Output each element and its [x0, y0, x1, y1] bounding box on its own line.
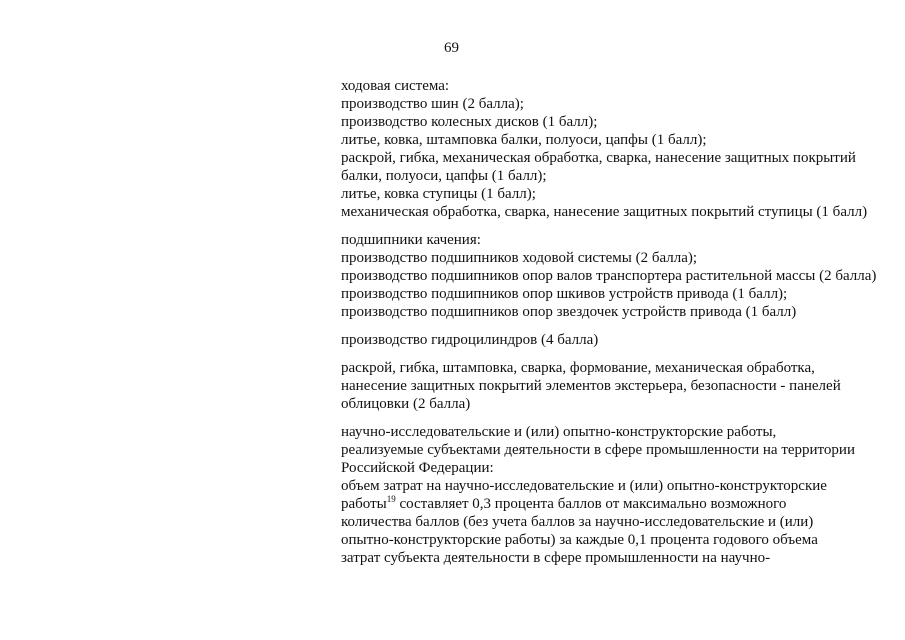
text-line: производство шин (2 балла);	[341, 96, 524, 112]
text-line: нанесение защитных покрытий элементов экстерьера, безопасности - панелей	[341, 378, 841, 394]
text-line: научно-исследовательские и (или) опытно-конструкторские работы,	[341, 424, 777, 440]
text-line: механическая обработка, сварка, нанесение защитных покрытий ступицы (1 балл)	[341, 204, 868, 220]
text-line: производство подшипников опор шкивов устройств привода (1 балл);	[341, 286, 788, 302]
text-line: раскрой, гибка, механическая обработка, сварка, нанесение защитных покрытий	[341, 150, 856, 166]
text-line-with-footnote	[341, 495, 881, 513]
text-line: раскрой, гибка, штамповка, сварка, формование, механическая обработка,	[341, 360, 815, 376]
text-line: ходовая система:	[341, 78, 450, 94]
text-line: производство колесных дисков (1 балл);	[341, 114, 598, 130]
text-line: Российской Федерации:	[341, 460, 494, 476]
text-line: производство подшипников опор звездочек устройств привода (1 балл)	[341, 304, 797, 320]
text-line: облицовки (2 балла)	[341, 396, 471, 412]
text-line: реализуемые субъектами деятельности в сфере промышленности на территории	[341, 442, 855, 458]
text-line: производство гидроцилиндров (4 балла)	[341, 332, 599, 348]
paragraph-exterior-elements	[341, 359, 881, 413]
page-body	[341, 77, 881, 577]
paragraph-running-gear	[341, 77, 881, 221]
paragraph-bearings	[341, 231, 881, 321]
text-fragment: работы	[341, 496, 387, 512]
text-line: литье, ковка ступицы (1 балл);	[341, 186, 536, 202]
text-line: опытно-конструкторские работы) за каждые 0,1 процента годового объема	[341, 532, 818, 548]
text-line: количества баллов (без учета баллов за научно-исследовательские и (или)	[341, 514, 814, 530]
paragraph-hydraulic-cylinders	[341, 331, 881, 349]
text-line: производство подшипников ходовой системы (2 балла);	[341, 250, 698, 266]
text-line: литье, ковка, штамповка балки, полуоси, цапфы (1 балл);	[341, 132, 707, 148]
text-line: подшипники качения:	[341, 232, 481, 248]
text-fragment: составляет 0,3 процента баллов от максимально возможного	[395, 496, 787, 512]
text-line: затрат субъекта деятельности в сфере промышленности на научно-	[341, 550, 771, 566]
text-line: балки, полуоси, цапфы (1 балл);	[341, 168, 547, 184]
page-number: 69	[444, 40, 459, 56]
footnote-reference[interactable]: 19	[386, 494, 396, 504]
paragraph-research-development	[341, 423, 881, 567]
text-line: объем затрат на научно-исследовательские и (или) опытно-конструкторские	[341, 478, 827, 494]
text-line: производство подшипников опор валов транспортера растительной массы (2 балла)	[341, 268, 877, 284]
